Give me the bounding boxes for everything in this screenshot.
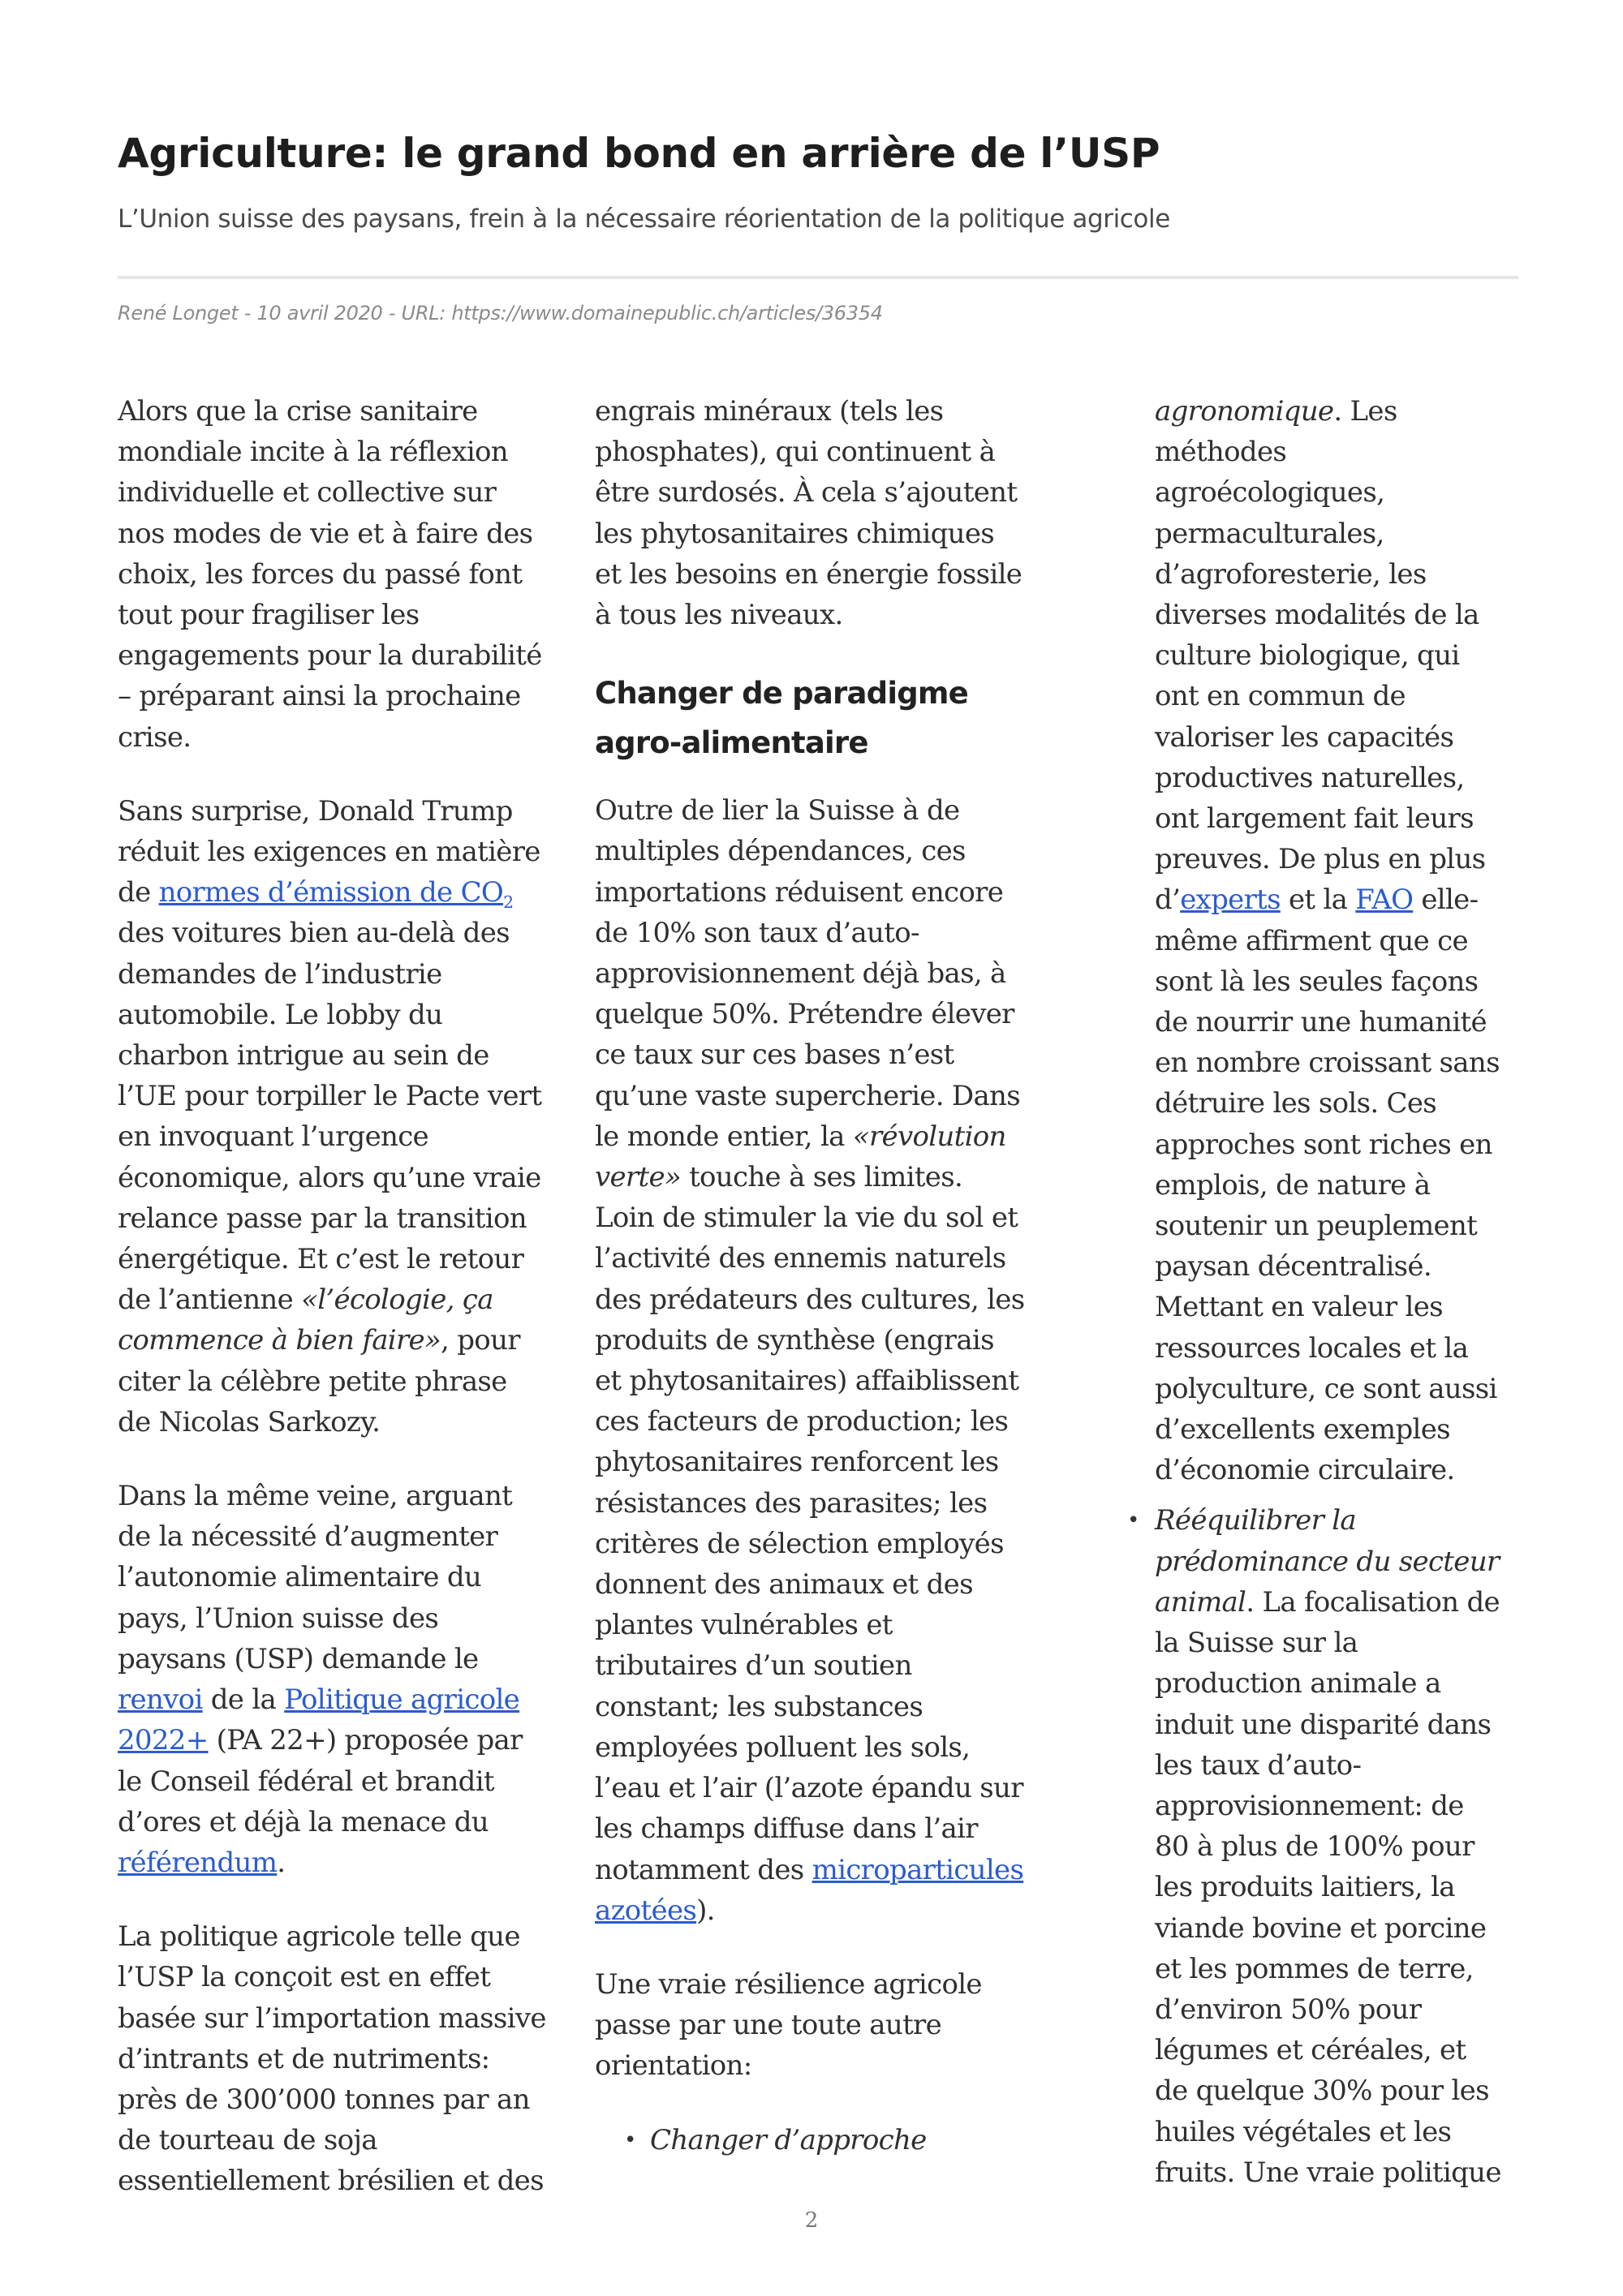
- text-fragment: de: [118, 876, 159, 909]
- text-line: individuelle et collective sur: [118, 476, 497, 510]
- text-line: charbon intrigue au sein de: [118, 1039, 489, 1073]
- text-fragment: . Les: [1333, 395, 1397, 428]
- text-column-3: [1127, 391, 1528, 2193]
- text-line: en invoquant l’urgence: [118, 1120, 428, 1154]
- article-subtitle: L’Union suisse des paysans, frein à la nécessaire réorientation de la politique agricole: [118, 204, 1170, 234]
- text-line: emplois, de nature à: [1155, 1168, 1431, 1202]
- text-line: de tourteau de soja: [118, 2124, 377, 2157]
- text-fragment: d’: [1155, 884, 1181, 917]
- paragraph: [118, 1916, 580, 2201]
- bullet-item: [624, 2120, 1074, 2161]
- text-line: phytosanitaires renforcent les: [595, 1446, 999, 1479]
- text-line: crise.: [118, 720, 192, 754]
- text-line: relance passe par la transition: [118, 1202, 527, 1235]
- text-line: les phytosanitaires chimiques: [595, 517, 995, 550]
- text-line: tout pour fragiliser les: [118, 599, 420, 632]
- bullet-dot: •: [1127, 1508, 1139, 1533]
- text-line: constant; les substances: [595, 1690, 923, 1723]
- text-line: l’UE pour torpiller le Pacte vert: [118, 1080, 542, 1113]
- text-fragment: touche à ses limites.: [680, 1161, 963, 1194]
- text-line: qu’une vaste supercherie. Dans: [595, 1079, 1020, 1112]
- paragraph: [118, 791, 580, 1443]
- text-line: multiples dépendances, ces: [595, 835, 966, 868]
- text-line: plantes vulnérables et: [595, 1609, 893, 1642]
- text-line: être surdosés. À cela s’ajoutent: [595, 476, 1018, 510]
- text-line: [118, 1320, 580, 1361]
- text-line: à tous les niveaux.: [595, 599, 843, 632]
- heading-line: agro-alimentaire: [595, 725, 868, 761]
- text-line: économique, alors qu’une vraie: [118, 1161, 541, 1194]
- text-fragment: le monde entier, la: [595, 1120, 853, 1153]
- link-microparticules[interactable]: microparticules: [812, 1853, 1024, 1886]
- text-line: nos modes de vie et à faire des: [118, 517, 533, 550]
- text-line: et phytosanitaires) affaiblissent: [595, 1365, 1019, 1398]
- link-referendum[interactable]: référendum: [118, 1846, 278, 1879]
- text-line: légumes et céréales, et: [1155, 2034, 1466, 2067]
- italic-text: «l’écologie, ça: [301, 1283, 493, 1317]
- text-line: diverses modalités de la: [1155, 599, 1479, 632]
- text-line: demandes de l’industrie: [118, 957, 442, 991]
- text-line: essentiellement brésilien et des: [118, 2165, 544, 2198]
- text-line: [595, 1850, 1074, 1890]
- link-azotees[interactable]: azotées: [595, 1894, 697, 1927]
- text-line: [118, 1842, 580, 1883]
- text-line: citer la célèbre petite phrase: [118, 1365, 507, 1398]
- text-line: donnent des animaux et des: [595, 1568, 973, 1602]
- italic-text: verte»: [595, 1161, 681, 1194]
- article-meta: René Longet - 10 avril 2020 - URL: https://www.domainepublic.ch/articles/36354: [118, 302, 883, 325]
- text-line: automobile. Le lobby du: [118, 998, 443, 1031]
- text-line: critères de sélection employés: [595, 1527, 1004, 1560]
- text-line: [595, 1116, 1074, 1157]
- text-fragment: de la: [202, 1683, 285, 1717]
- text-line: paysan décentralisé.: [1155, 1250, 1431, 1283]
- text-line: produits de synthèse (engrais: [595, 1323, 994, 1357]
- header-divider: [118, 276, 1518, 279]
- text-line: l’autonomie alimentaire du: [118, 1561, 482, 1594]
- text-line: 80 à plus de 100% pour: [1155, 1830, 1474, 1864]
- text-fragment: elle-: [1413, 884, 1479, 917]
- bullet-item: [1127, 1500, 1528, 2192]
- text-line: preuves. De plus en plus: [1155, 843, 1486, 876]
- link-subscript: 2: [503, 892, 514, 913]
- text-fragment: , pour: [441, 1324, 520, 1357]
- text-line: [118, 872, 580, 913]
- text-line: Dans la même veine, arguant: [118, 1480, 513, 1513]
- text-line: importations réduisent encore: [595, 875, 1004, 909]
- text-line: de nourrir une humanité: [1155, 1006, 1487, 1039]
- text-line: passe par une toute autre: [595, 2009, 942, 2042]
- text-fragment: ).: [696, 1894, 715, 1927]
- text-line: productives naturelles,: [1155, 761, 1465, 794]
- text-line: détruire les sols. Ces: [1155, 1087, 1437, 1120]
- text-line: et les besoins en énergie fossile: [595, 557, 1022, 591]
- text-fragment: de l’antienne: [118, 1283, 302, 1317]
- text-line: d’environ 50% pour: [1155, 1993, 1422, 2026]
- text-line: production animale a: [1155, 1667, 1441, 1701]
- bullet-continuation: [1155, 391, 1528, 1490]
- text-line: méthodes: [1155, 436, 1287, 469]
- text-lines: [118, 1761, 580, 1842]
- text-line: le Conseil fédéral et brandit: [118, 1765, 494, 1798]
- text-line: ont largement fait leurs: [1155, 802, 1474, 836]
- text-line: l’USP la conçoit est en effet: [118, 1961, 491, 1994]
- text-line: [1155, 391, 1528, 432]
- text-line: des prédateurs des cultures, les: [595, 1283, 1025, 1316]
- text-line: valoriser les capacités: [1155, 720, 1454, 754]
- text-line: ressources locales et la: [1155, 1331, 1469, 1365]
- section-heading: [595, 669, 1074, 767]
- text-line: basée sur l’importation massive: [118, 2001, 546, 2035]
- text-line: [1155, 879, 1528, 920]
- text-line: Alors que la crise sanitaire: [118, 395, 478, 428]
- text-line: Outre de lier la Suisse à de: [595, 794, 960, 828]
- text-line: en nombre croissant sans: [1155, 1047, 1500, 1080]
- text-line: d’agroforesterie, les: [1155, 557, 1427, 591]
- text-line: Mettant en valeur les: [1155, 1291, 1443, 1324]
- text-line: orientation:: [595, 2049, 752, 2083]
- italic-text: animal: [1155, 1585, 1246, 1619]
- text-line: approches sont riches en: [1155, 1128, 1492, 1161]
- text-line: ces facteurs de production; les: [595, 1405, 1009, 1438]
- text-line: – préparant ainsi la prochaine: [118, 680, 521, 713]
- text-line: viande bovine et porcine: [1155, 1911, 1487, 1945]
- italic-text: Rééquilibrer la: [1155, 1504, 1356, 1537]
- text-line: ont en commun de: [1155, 680, 1406, 713]
- paragraph: [595, 391, 1074, 635]
- text-line: phosphates), qui continuent à: [595, 436, 996, 469]
- text-column-1: [118, 391, 580, 2235]
- italic-text: commence à bien faire»: [118, 1324, 441, 1357]
- text-line: approvisionnement: de: [1155, 1789, 1464, 1822]
- text-lines: [1155, 432, 1528, 879]
- text-lines: [118, 1476, 580, 1679]
- text-fragment: notamment des: [595, 1853, 812, 1886]
- text-line: d’intrants et de nutriments:: [118, 2042, 490, 2075]
- text-line: soutenir un peuplement: [1155, 1210, 1478, 1243]
- text-line: La politique agricole telle que: [118, 1920, 520, 1954]
- link-text: normes d’émission de CO: [158, 876, 504, 909]
- text-line: d’ores et déjà la menace du: [118, 1805, 489, 1838]
- text-line: [118, 1720, 580, 1761]
- text-line: [118, 1279, 580, 1320]
- text-line: quelque 50%. Prétendre élever: [595, 998, 1014, 1031]
- text-line: approvisionnement déjà bas, à: [595, 957, 1006, 991]
- paragraph: [118, 391, 580, 758]
- text-column-2: [595, 391, 1074, 2161]
- paragraph: [118, 1476, 580, 1883]
- text-line: de 10% son taux d’auto-: [595, 916, 919, 949]
- italic-text: Changer d’approche: [650, 2123, 927, 2156]
- text-line: les champs diffuse dans l’air: [595, 1812, 978, 1846]
- italic-text: agronomique: [1155, 395, 1334, 428]
- italic-text: prédominance du secteur: [1155, 1545, 1500, 1578]
- link-renvoi[interactable]: renvoi: [118, 1683, 203, 1717]
- text-lines: [118, 1361, 580, 1443]
- text-line: d’économie circulaire.: [1155, 1454, 1455, 1487]
- text-line: les taux d’auto-: [1155, 1748, 1362, 1782]
- text-line: des voitures bien au-delà des: [118, 917, 510, 950]
- text-line: près de 300’000 tonnes par an: [118, 2083, 530, 2116]
- paragraph: [595, 1964, 1074, 2087]
- text-fragment: (PA 22+) proposée par: [208, 1724, 523, 1757]
- text-line: [1155, 1582, 1528, 1623]
- link-politique-agricole-2022[interactable]: 2022+: [118, 1724, 209, 1757]
- text-line: de Nicolas Sarkozy.: [118, 1405, 381, 1438]
- text-line: réduit les exigences en matière: [118, 836, 540, 869]
- page-number: 2: [804, 2208, 819, 2233]
- paragraph: [595, 790, 1074, 1931]
- text-line: la Suisse sur la: [1155, 1627, 1358, 1660]
- text-line: de la nécessité d’augmenter: [118, 1520, 498, 1554]
- text-line: de quelque 30% pour les: [1155, 2075, 1489, 2108]
- text-line: l’activité des ennemis naturels: [595, 1242, 1006, 1275]
- text-line: et les pommes de terre,: [1155, 1952, 1474, 1985]
- text-line: sont là les seules façons: [1155, 965, 1479, 998]
- text-line: employées polluent les sols,: [595, 1731, 971, 1764]
- text-line: polyculture, ce sont aussi: [1155, 1372, 1497, 1405]
- text-line: Sans surprise, Donald Trump: [118, 794, 513, 828]
- text-line: engrais minéraux (tels les: [595, 395, 944, 428]
- text-line: [595, 1890, 1074, 1931]
- text-lines: [118, 913, 580, 1279]
- text-line: Une vraie résilience agricole: [595, 1967, 982, 2001]
- text-line: [118, 1679, 580, 1720]
- text-lines: [595, 1197, 1074, 1849]
- text-lines: [1155, 1623, 1528, 2193]
- text-line: pays, l’Union suisse des: [118, 1602, 439, 1635]
- text-fragment: .: [277, 1846, 286, 1879]
- text-line: même affirment que ce: [1155, 924, 1468, 957]
- text-line: tributaires d’un soutien: [595, 1649, 912, 1683]
- bullet-dot: •: [624, 2127, 636, 2152]
- text-line: agroécologiques,: [1155, 476, 1385, 510]
- text-line: huiles végétales et les: [1155, 2115, 1452, 2148]
- text-lines: [595, 790, 1074, 1116]
- heading-line: Changer de paradigme: [595, 676, 968, 712]
- text-line: fruits. Une vraie politique: [1155, 2156, 1501, 2189]
- text-line: [595, 1157, 1074, 1197]
- text-line: énergétique. Et c’est le retour: [118, 1243, 524, 1276]
- link-co2-emission-norms[interactable]: [158, 876, 514, 913]
- link-politique-agricole[interactable]: Politique agricole: [284, 1683, 520, 1717]
- text-line: engagements pour la durabilité: [118, 639, 542, 673]
- text-line: les produits laitiers, la: [1155, 1871, 1455, 1904]
- text-fragment: et la: [1280, 884, 1356, 917]
- link-experts[interactable]: experts: [1180, 884, 1281, 917]
- article-title: Agriculture: le grand bond en arrière de l’USP: [118, 130, 1160, 177]
- text-line: ce taux sur ces bases n’est: [595, 1038, 954, 1072]
- text-line: paysans (USP) demande le: [118, 1642, 479, 1675]
- text-line: d’excellents exemples: [1155, 1413, 1450, 1447]
- text-line: culture biologique, qui: [1155, 639, 1460, 673]
- text-line: choix, les forces du passé font: [118, 557, 523, 591]
- text-line: résistances des parasites; les: [595, 1486, 988, 1520]
- text-line: induit une disparité dans: [1155, 1708, 1492, 1741]
- text-line: mondiale incite à la réflexion: [118, 436, 508, 469]
- text-line: l’eau et l’air (l’azote épandu sur: [595, 1772, 1023, 1805]
- text-fragment: . La focalisation de: [1246, 1585, 1500, 1619]
- italic-text: «révolution: [852, 1120, 1006, 1153]
- text-lines: [1155, 921, 1528, 1491]
- text-line: permaculturales,: [1155, 517, 1384, 550]
- link-fao[interactable]: FAO: [1355, 884, 1414, 917]
- text-line: Loin de stimuler la vie du sol et: [595, 1202, 1018, 1235]
